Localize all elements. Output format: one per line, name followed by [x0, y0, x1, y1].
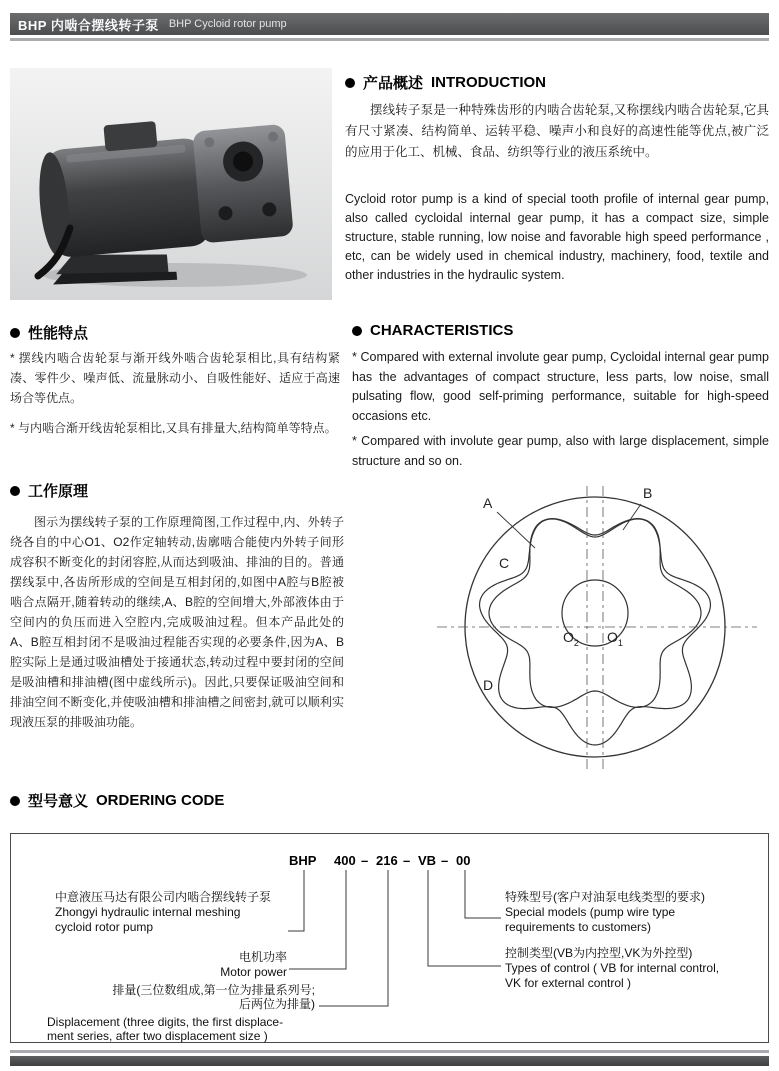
ordering-heading [10, 790, 224, 811]
rotor-diagram [437, 482, 757, 774]
label-brand-en1: Zhongyi hydraulic internal meshing [55, 905, 241, 919]
label-displacement-en [47, 1015, 347, 1043]
label-displacement-en1: Displacement (three digits, the first displace- [47, 1015, 284, 1029]
ordering-heading-zh: 型号意义 [28, 793, 89, 810]
introduction-heading [345, 72, 546, 93]
label-special-zh: 特殊型号(客户对油泵电线类型的要求) [505, 890, 705, 904]
label-displacement-en2: ment series, after two displacement size ) [47, 1029, 268, 1043]
page-header [10, 13, 769, 35]
header-divider [10, 38, 769, 41]
terminal-box [103, 121, 157, 151]
label-brand [55, 890, 287, 935]
connector-displacement [319, 870, 388, 1006]
label-displacement-zh2: 后两位为排量) [239, 997, 315, 1011]
chamber-label-c: C [499, 555, 510, 571]
introduction-paragraph-en: Cycloid rotor pump is a kind of special tooth profile of internal gear pump, also called cycloidal internal gear pump, it has a compact size, simple structure, stable running, low noise and favorable high speed performance , etc, can be widely used in chemical industry, machinery, food, textile and other industries in the hydraulic system. [345, 192, 769, 282]
product-photo-graphic [10, 68, 332, 300]
label-control-zh: 控制类型(VB为内控型,VK为外控型) [505, 946, 693, 960]
connector-brand [288, 870, 304, 931]
connector-power [289, 870, 346, 969]
label-control-en2: VK for external control ) [505, 976, 632, 990]
label-displacement-zh [51, 983, 315, 1011]
code-special: 00 [456, 853, 471, 868]
principle-heading [10, 480, 88, 501]
bullet-icon [10, 796, 20, 806]
code-dash-2: – [403, 853, 411, 868]
inner-rotor-profile [489, 519, 701, 708]
bullet-icon [345, 78, 355, 88]
code-dash-3: – [441, 853, 449, 868]
principle-paragraph-zh: 图示为摆线转子泵的工作原理简图,工作过程中,内、外转子绕各自的中心O1、O2作定轴转动,齿廓啮合能使内外转子间形成容积不断变化的封闭容腔,从而达到吸油、排油的目的。普通摆线泵中,各齿所形成的空间是互相封闭的,如图中A腔与B腔被啮合点隔开,随着转动的继续,A、B腔的空间增大,外部液体由于空间内的负压而进入空腔内,完成吸油过程。但本产品此处的A、B腔互相封闭不是吸油过程能否实现的必要条件,因为A、B腔实际上是通过吸油槽处于接通状态,转动过程中要封闭的空间是吸油槽和排油槽(图中虚线所示)。因此,只要保证吸油空间和排油空间不断变化,并使吸油槽和排油槽之间密封,就可以顺利实现液压泵的排吸油功能。 [10, 515, 344, 729]
introduction-heading-en: INTRODUCTION [431, 74, 547, 91]
characteristics-heading-en: CHARACTERISTICS [370, 322, 514, 339]
code-brand: BHP [289, 853, 317, 868]
characteristics-heading [352, 322, 513, 339]
code-dash-1: – [361, 853, 369, 868]
working-principle-diagram [437, 482, 757, 774]
bullet-icon [10, 328, 20, 338]
features-item-1: * 摆线内啮合齿轮泵与渐开线外啮合齿轮泵相比,具有结构紧凑、零件少、噪声低、流量脉动小、自吸性能好、适应于高速场合等优点。 [10, 351, 340, 405]
center-label-o1: $O_1$ [607, 629, 623, 648]
ordering-code-box [10, 833, 769, 1043]
label-power [131, 950, 287, 980]
features-heading-zh: 性能特点 [28, 325, 89, 342]
outer-rotor-profile [480, 519, 711, 745]
principle-heading-zh: 工作原理 [28, 483, 89, 500]
footer-bar [10, 1056, 769, 1066]
label-special [505, 890, 755, 935]
code-power: 400 [334, 853, 356, 868]
characteristics-item-2: * Compared with involute gear pump, also with large displacement, simple structure and so on. [352, 434, 769, 468]
characteristics-item-1: * Compared with external involute gear pump, Cycloidal internal gear pump has the advantages of compact structure, less parts, low noise, small pulsating flow, good self-priming performance, suitable for high-speed occasions etc. [352, 350, 769, 423]
chamber-label-d: D [483, 677, 494, 693]
bullet-icon [10, 486, 20, 496]
label-special-en2: requirements to customers) [505, 920, 652, 934]
introduction-heading-zh: 产品概述 [363, 75, 424, 92]
features-item-2: * 与内啮合渐开线齿轮泵相比,又具有排量大,结构简单等特点。 [10, 421, 337, 435]
page-title-en: BHP Cycloid rotor pump [168, 18, 287, 30]
features-heading [10, 322, 88, 343]
label-displacement-zh1: 排量(三位数组成,第一位为排量系列号; [112, 983, 315, 997]
connector-special [465, 870, 501, 918]
chamber-label-b: B [643, 485, 653, 501]
label-special-en1: Special models (pump wire type [505, 905, 676, 919]
label-b-leader-line [623, 504, 641, 530]
code-control: VB [418, 853, 437, 868]
chamber-label-a: A [483, 495, 493, 511]
label-brand-en2: cycloid rotor pump [55, 920, 154, 934]
label-power-zh: 电机功率 [238, 950, 287, 964]
page-title-zh: BHP 内啮合摆线转子泵 [18, 17, 159, 33]
footer-divider [10, 1050, 769, 1053]
center-label-o2: $O_2$ [563, 629, 579, 648]
label-a-leader-line [497, 512, 535, 548]
ordering-heading-en: ORDERING CODE [96, 792, 225, 809]
introduction-paragraph-zh: 摆线转子泵是一种特殊齿形的内啮合齿轮泵,又称摆线内啮合齿轮泵,它具有尺寸紧凑、结构简单、运转平稳、噪声小和良好的高速性能等优点,被广泛的应用于化工、机械、食品、纺织等行业的液压系统中。 [345, 103, 769, 159]
code-displacement: 216 [376, 853, 398, 868]
label-power-en: Motor power [220, 965, 287, 979]
label-control-en1: Types of control ( VB for internal control, [505, 961, 720, 975]
label-control [505, 946, 761, 991]
label-brand-zh: 中意液压马达有限公司内啮合摆线转子泵 [55, 890, 272, 904]
bullet-icon [352, 326, 362, 336]
product-photo [10, 68, 332, 300]
